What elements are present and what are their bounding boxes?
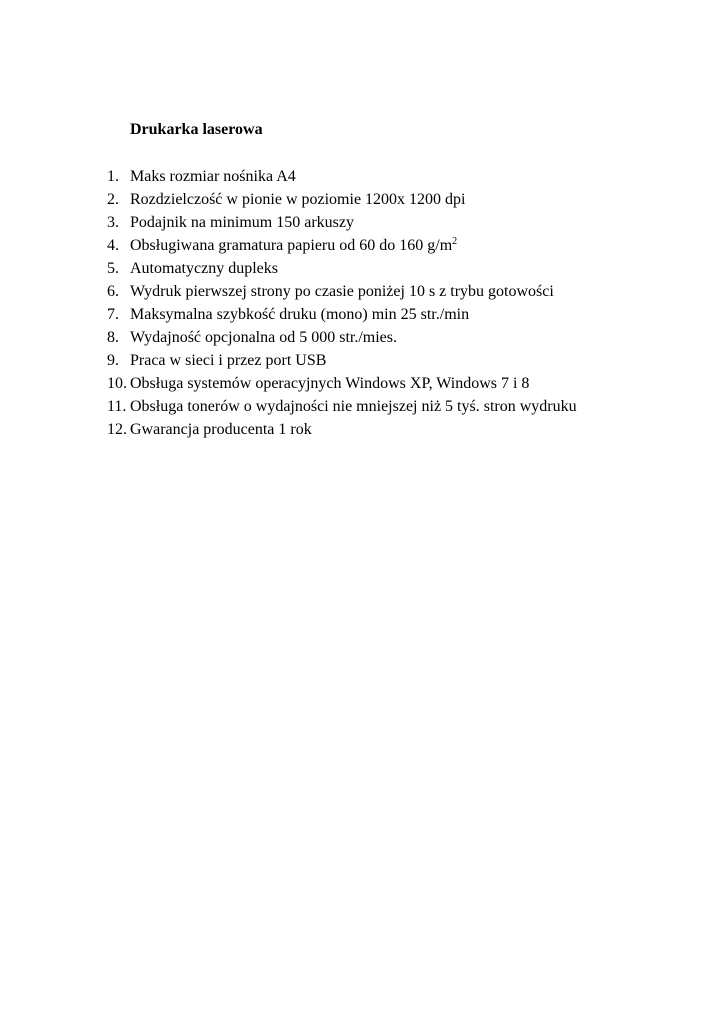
list-item-text: Maksymalna szybkość druku (mono) min 25 str./min (130, 306, 470, 323)
list-item-text: Wydajność opcjonalna od 5 000 str./mies. (130, 329, 397, 346)
list-item-number: 11. (107, 398, 127, 415)
list-item-text-with-superscript (130, 234, 457, 257)
list-item-text: Automatyczny dupleks (130, 260, 278, 277)
list-item-number: 4. (107, 237, 119, 254)
list-item-text: Praca w sieci i przez port USB (130, 352, 327, 369)
superscript: 2 (452, 236, 458, 247)
list-item-text: Podajnik na minimum 150 arkuszy (130, 214, 354, 231)
list-item-text: Rozdzielczość w pionie w poziomie 1200x 1200 dpi (130, 191, 466, 208)
list-item-number: 7. (107, 306, 119, 323)
list-item-text: Gwarancja producenta 1 rok (130, 421, 312, 438)
list-item-text: Wydruk pierwszej strony po czasie poniżej 10 s z trybu gotowości (130, 283, 554, 300)
list-item-number: 12. (107, 421, 127, 438)
list-item-text: Obsługiwana gramatura papieru od 60 do 160 g/m (130, 237, 453, 254)
list-item-number: 6. (107, 283, 119, 300)
list-item-text: Obsługa systemów operacyjnych Windows XP, Windows 7 i 8 (130, 375, 530, 392)
list-item-number: 8. (107, 329, 119, 346)
list-item-number: 3. (107, 214, 119, 231)
list-item-number: 1. (107, 168, 119, 185)
list-item-number: 9. (107, 352, 119, 369)
list-item-number: 5. (107, 260, 119, 277)
document-title: Drukarka laserowa (130, 121, 263, 138)
list-item-text: Maks rozmiar nośnika A4 (130, 168, 296, 185)
list-item-number: 10. (107, 375, 127, 392)
list-item-text: Obsługa tonerów o wydajności nie mniejszej niż 5 tyś. stron wydruku (130, 398, 577, 415)
list-item-number: 2. (107, 191, 119, 208)
